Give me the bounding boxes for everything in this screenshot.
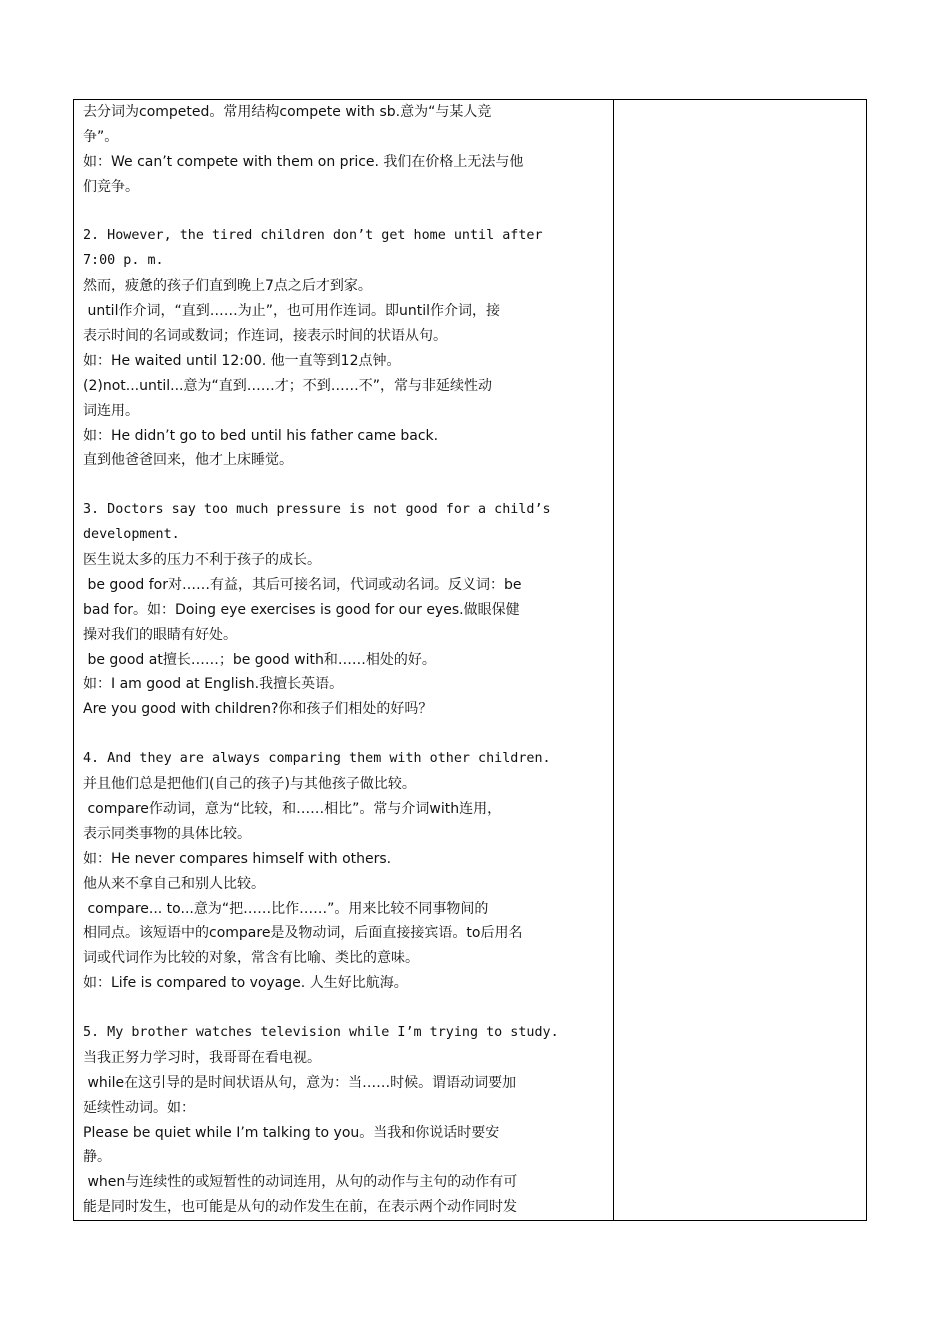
blank-line bbox=[83, 473, 607, 498]
text-line: while在这引导的是时间状语从句，意为：当……时候。谓语动词要加 bbox=[83, 1074, 517, 1091]
text-line: 医生说太多的压力不利于孩子的成长。 bbox=[83, 552, 321, 569]
text-line: be good for对……有益，其后可接名词，代词或动名词。反义词：be bbox=[83, 576, 522, 593]
text-line: 词或代词作为比较的对象，常含有比喻、类比的意味。 bbox=[83, 950, 419, 967]
text-line: 如：I am good at English.我擅长英语。 bbox=[83, 676, 344, 693]
text-line: 延续性动词。如： bbox=[83, 1099, 195, 1116]
text-line: 并且他们总是把他们(自己的孩子)与其他孩子做比较。 bbox=[83, 776, 416, 793]
text-line: be good at擅长……；be good with和……相处的好。 bbox=[83, 651, 436, 668]
text-line: 7:00 p. m. bbox=[83, 253, 164, 269]
text-line: 2. However, the tired children don’t get home until after bbox=[83, 228, 543, 244]
text-line: 表示时间的名词或数词；作连词，接表示时间的状语从句。 bbox=[83, 328, 447, 345]
blank-line bbox=[83, 200, 607, 225]
text-line: Are you good with children?你和孩子们相处的好吗？ bbox=[83, 701, 433, 718]
text-line: 直到他爸爸回来，他才上床睡觉。 bbox=[83, 452, 293, 469]
text-line: bad for。如：Doing eye exercises is good for our eyes.做眼保健 bbox=[83, 601, 520, 618]
text-line: 能是同时发生，也可能是从句的动作发生在前，在表示两个动作同时发 bbox=[83, 1199, 517, 1216]
text-line: 表示同类事物的具体比较。 bbox=[83, 825, 251, 842]
text-line: Please be quiet while I’m talking to you。当我和你说话时要安 bbox=[83, 1124, 500, 1141]
text-line: 如：Life is compared to voyage. 人生好比航海。 bbox=[83, 975, 408, 992]
text-line: 争”。 bbox=[83, 128, 119, 145]
text-line: development. bbox=[83, 527, 180, 543]
text-line: 词连用。 bbox=[83, 402, 139, 419]
content-table bbox=[73, 99, 867, 1221]
text-line: 如：We can’t compete with them on price. 我们在价格上无法与他 bbox=[83, 153, 524, 170]
blank-line bbox=[83, 722, 607, 747]
text-line: compare... to...意为“把……比作……”。用来比较不同事物间的 bbox=[83, 900, 489, 917]
text-line: 3. Doctors say too much pressure is not good for a child’s bbox=[83, 502, 551, 518]
text-line: 4. And they are always comparing them with other children. bbox=[83, 751, 551, 767]
empty-right-column bbox=[614, 100, 866, 1220]
text-line: 们竞争。 bbox=[83, 178, 139, 195]
text-line: 然而，疲惫的孩子们直到晚上7点之后才到家。 bbox=[83, 278, 372, 295]
text-line: 操对我们的眼睛有好处。 bbox=[83, 626, 237, 643]
text-line: 5. My brother watches television while I’m trying to study. bbox=[83, 1024, 559, 1040]
text-line: 静。 bbox=[83, 1149, 111, 1166]
text-line: 相同点。该短语中的compare是及物动词，后面直接接宾语。to后用名 bbox=[83, 925, 523, 942]
text-line: 如：He never compares himself with others. bbox=[83, 850, 392, 867]
text-line: 如：He waited until 12:00. 他一直等到12点钟。 bbox=[83, 352, 401, 369]
text-line: (2)not...until...意为“直到……才；不到……不”，常与非延续性动 bbox=[83, 377, 492, 394]
text-line: 当我正努力学习时，我哥哥在看电视。 bbox=[83, 1049, 321, 1066]
text-line: until作介词，“直到……为止”，也可用作连词。即until作介词，接 bbox=[83, 303, 500, 320]
text-line: 如：He didn’t go to bed until his father came back. bbox=[83, 427, 439, 444]
text-line: 他从来不拿自己和别人比较。 bbox=[83, 875, 265, 892]
blank-line bbox=[83, 996, 607, 1021]
text-line: 去分词为competed。常用结构compete with sb.意为“与某人竞 bbox=[83, 104, 492, 120]
text-line: compare作动词，意为“比较，和……相比”。常与介词with连用， bbox=[83, 800, 502, 817]
text-line: when与连续性的或短暂性的动词连用，从句的动作与主句的动作有可 bbox=[83, 1174, 518, 1191]
notes-column bbox=[74, 100, 614, 1220]
